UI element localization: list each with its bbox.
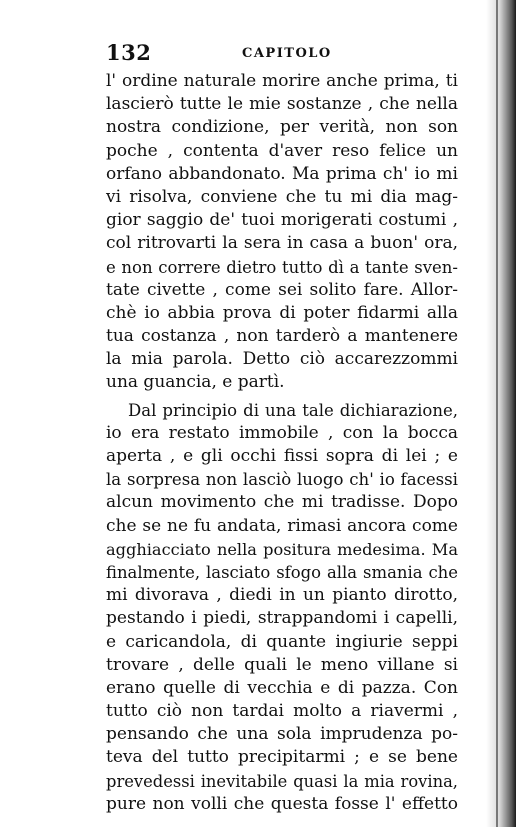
text-line: gior saggio de' tuoi morigerati costumi , <box>106 210 458 231</box>
text-line: la sorpresa non lasciò luogo ch' io facessi <box>106 470 458 490</box>
text-line: pure non volli che questa fosse l' effetto <box>106 793 458 814</box>
text-line: una guancia, e partì. <box>106 372 285 393</box>
text-line: pensando che una sola imprudenza po- <box>106 724 458 745</box>
text-line: mi divorava , diedi in un pianto dirotto, <box>106 585 458 606</box>
text-line: prevedessi inevitabile quasi la mia rovina, <box>106 771 458 791</box>
page-gutter-shadow <box>486 0 516 827</box>
text-line: tutto ciò non tardai molto a riavermi , <box>106 701 458 722</box>
text-line: chè io abbia prova di poter fidarmi alla <box>106 302 458 323</box>
text-line: agghiacciato nella positura medesima. Ma <box>106 539 458 559</box>
text-line: finalmente, lasciato sfogo alla smania che <box>106 562 458 582</box>
text-line: l' ordine naturale morire anche prima, ti <box>106 71 458 91</box>
text-line: tua costanza , non tarderò a mantenere <box>106 326 458 347</box>
text-line: poche , contenta d'aver reso felice un <box>106 140 458 161</box>
text-line: e non correre dietro tutto dì a tante sven- <box>106 257 458 277</box>
text-line: col ritrovarti la sera in casa a buon' ora, <box>106 233 458 254</box>
text-line: la mia parola. Detto ciò accarezzommi <box>106 349 458 370</box>
text-line: teva del tutto precipitarmi ; e se bene <box>106 747 458 768</box>
text-line: aperta , e gli occhi fissi sopra di lei ; e <box>106 446 458 466</box>
text-line: trovare , delle quali le meno villane si <box>106 654 458 675</box>
text-line: tate civette , come sei solito fare. Allor- <box>106 279 458 300</box>
text-line: pestando i piedi, strappandomi i capelli, <box>106 608 458 629</box>
text-line: e caricandola, di quante ingiurie seppi <box>106 631 458 652</box>
text-line: che se ne fu andata, rimasi ancora come <box>106 515 458 536</box>
paragraph <box>106 399 458 816</box>
body-text <box>106 70 458 816</box>
text-line: vi risolva, conviene che tu mi dia mag- <box>106 186 458 207</box>
text-line: lascierò tutte le mie sostanze , che nella <box>106 94 458 115</box>
page-header <box>106 38 458 70</box>
text-line: nostra condizione, per verità, non son <box>106 117 458 138</box>
page-number: 132 <box>106 40 152 65</box>
running-head: CAPITOLO <box>242 46 332 61</box>
text-line: alcun movimento che mi tradisse. Dopo <box>106 492 458 513</box>
text-line: Dal principio di una tale dichiarazione, <box>128 400 458 420</box>
text-line: io era restato immobile , con la bocca <box>106 422 458 443</box>
text-line: erano quelle di vecchia e di pazza. Con <box>106 677 458 698</box>
paragraph <box>106 70 458 395</box>
text-line: orfano abbandonato. Ma prima ch' io mi <box>106 163 458 184</box>
binding-edge <box>496 0 498 827</box>
